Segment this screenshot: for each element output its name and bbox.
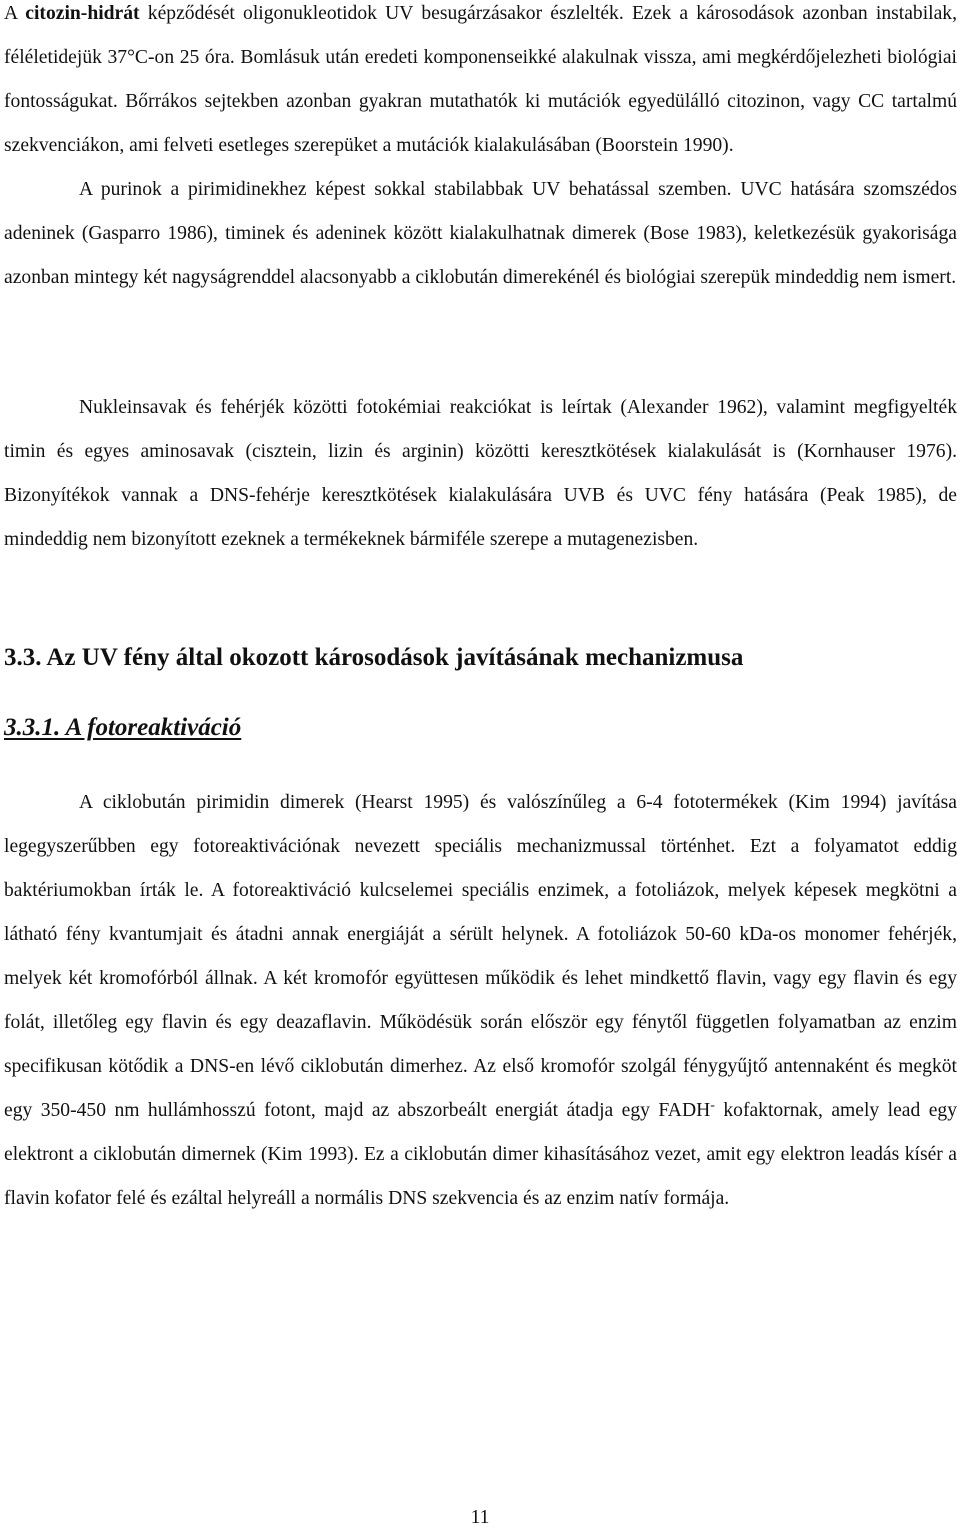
- paragraph-photoreactivation: [4, 781, 957, 1221]
- text-run: kofaktornak, amely lead egy elektront a ciklobután dimernek (Kim 1993). Ez a ciklobután dimer kihasításához vezet, amit egy elektron leadás kísér a flavin kofator felé és ezáltal helyreáll a normális DNS szekvencia és az enzim natív formája.: [4, 1100, 957, 1209]
- paragraph-cytosine-hydrate: [4, 0, 957, 300]
- page-number: 11: [470, 1507, 490, 1528]
- section-heading: 3.3. Az UV fény által okozott károsodások javításának mechanizmusa: [4, 644, 744, 671]
- bold-term-citozin-hidrat: citozin-hidrát: [25, 3, 140, 24]
- superscript-minus: -: [710, 1098, 715, 1113]
- text-run: A: [4, 3, 26, 24]
- text-run-purines: A purinok a pirimidinekhez képest sokkal stabilabbak UV behatással szemben. UVC hatására szomszédos adeninek (Gasparro 1986), timinek és adeninek között kialakulhatnak dimerek (Bose 1983), keletkezésük gyakorisága azonban mintegy két nagyságrenddel alacsonyabb a ciklobután dimerekénél és biológiai szerepük mindeddig nem ismert.: [4, 179, 957, 288]
- subsection-heading: 3.3.1. A fotoreaktiváció: [4, 714, 242, 741]
- paragraph-crosslinks: Nukleinsavak és fehérjék közötti fotokémiai reakciókat is leírtak (Alexander 1962), valamint megfigyelték timin és egyes aminosavak (cisztein, lizin és arginin) közötti keresztkötések kialakulását is (Kornhauser 1976). Bizonyítékok vannak a DNS-fehérje keresztkötések kialakulására UVB és UVC fény hatására (Peak 1985), de mindeddig nem bizonyított ezeknek a termékeknek bármiféle szerepe a mutagenezisben.: [4, 397, 957, 550]
- text-run: A ciklobután pirimidin dimerek (Hearst 1995) és valószínűleg a 6-4 fototermékek (Kim 1994) javítása legegyszerűbben egy fotoreaktivációnak nevezett speciális mechanizmussal történhet. Ezt a folyamatot eddig baktériumokban írták le. A fotoreaktiváció kulcselemei speciális enzimek, a fotoliázok, melyek képesek megkötni a látható fény kvantumjait és átadni annak energiáját a sérült helynek. A fotoliázok 50-60 kDa-os monomer fehérjék, melyek két kromofórból állnak. A két kromofór együttesen működik és lehet mindkettő flavin, vagy egy flavin és egy folát, illetőleg egy flavin és egy deazaflavin. Működésük során először egy fénytől független folyamatban az enzim specifikusan kötődik a DNS-en lévő ciklobután dimerhez. Az első kromofór szolgál fénygyűjtő antennaként és megköt egy 350-450 nm hullámhosszú fotont, majd az abszorbeált energiát átadja egy FADH: [4, 792, 957, 1121]
- text-run: képződését oligonukleotidok UV besugárzásakor észlelték. Ezek a károsodások azonban instabilak, féléletidejük 37°C-on 25 óra. Bomlásuk után eredeti komponenseikké alakulnak vissza, ami megkérdőjelezheti biológiai fontosságukat. Bőrrákos sejtekben azonban gyakran mutathatók ki mutációk egyedülálló citozinon, vagy CC tartalmú szekvenciákon, ami felveti esetleges szerepüket a mutációk kialakulásában (Boorstein 1990).: [4, 3, 958, 156]
